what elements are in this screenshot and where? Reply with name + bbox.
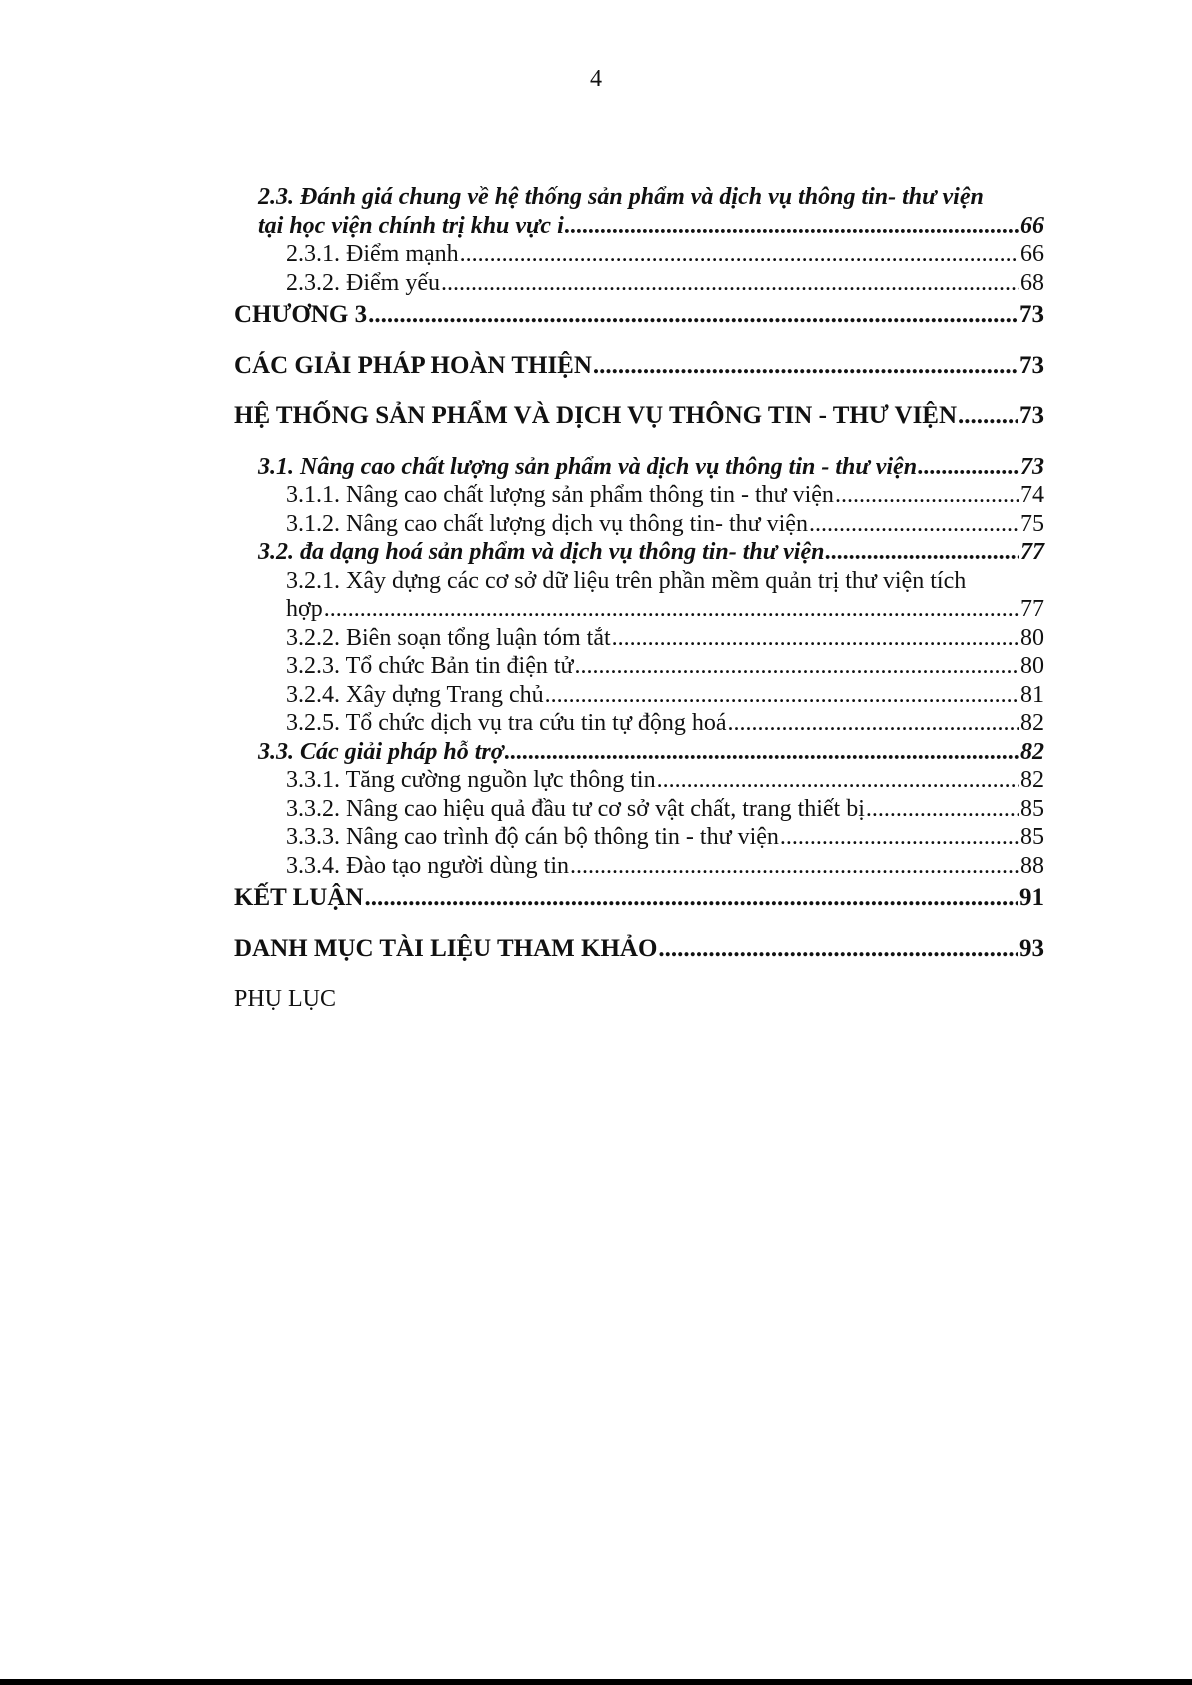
toc-section-3-2-3[interactable]: [234, 652, 1044, 681]
toc-page-number: 66: [1020, 241, 1044, 267]
toc-label: CÁC GIẢI PHÁP HOÀN THIỆN: [234, 351, 592, 379]
toc-label: DANH MỤC TÀI LIỆU THAM KHẢO: [234, 934, 658, 962]
toc-label: 2.3.1. Điểm mạnh: [286, 241, 459, 267]
toc-label: 3.3.1. Tăng cường nguồn lực thông tin: [286, 767, 656, 793]
toc-page-number: 85: [1020, 795, 1044, 822]
toc-leader-dots: [780, 823, 1019, 852]
toc-section-3-3[interactable]: [234, 738, 1044, 767]
toc-page-number: 73: [1020, 453, 1044, 480]
toc-page-number: 73: [1019, 402, 1044, 429]
toc-label: 3.3.4. Đào tạo người dùng tin: [286, 852, 570, 879]
toc-leader-dots: [657, 766, 1019, 795]
page-number: 4: [590, 66, 602, 92]
toc-leader-dots: [364, 884, 1018, 913]
toc-page-number: 66: [1020, 212, 1044, 239]
toc-label: tại học viện chính trị khu vực i: [258, 212, 564, 239]
toc-label: 3.3.3. Nâng cao trình độ cán bộ thông tin - thư viện: [286, 824, 779, 850]
toc-leader-dots: [368, 301, 1018, 330]
toc-label: 3.2. đa dạng hoá sản phẩm và dịch vụ thông tin- thư viện: [258, 539, 825, 565]
toc-leader-dots: [460, 240, 1019, 269]
toc-leader-dots: [612, 624, 1019, 653]
toc-page-number: 88: [1020, 852, 1044, 879]
toc-references[interactable]: [234, 935, 1044, 964]
toc-label: 3.3.2. Nâng cao hiệu quả đầu tư cơ sở vật chất, trang thiết bị: [286, 795, 865, 822]
toc-leader-dots: [835, 481, 1019, 510]
toc-section-3-2-4[interactable]: [234, 681, 1044, 710]
toc-section-3-1-1[interactable]: [234, 481, 1044, 510]
toc-leader-dots: [505, 738, 1019, 767]
toc-label: 3.2.5. Tổ chức dịch vụ tra cứu tin tự động hoá: [286, 710, 727, 736]
toc-page-number: 75: [1020, 510, 1044, 537]
toc-chapter-3-title-2[interactable]: [234, 402, 1044, 431]
toc-leader-dots: [809, 510, 1019, 539]
toc-page-number: 73: [1019, 301, 1044, 328]
toc-section-2-3-line1: 2.3. Đánh giá chung về hệ thống sản phẩm và dịch vụ thông tin- thư viện: [258, 184, 984, 210]
toc-conclusion[interactable]: [234, 884, 1044, 913]
toc-page-number: 93: [1019, 934, 1044, 962]
toc-page-number: 82: [1020, 767, 1044, 793]
toc-section-2-3-2[interactable]: [234, 269, 1044, 298]
toc-section-3-2-1-line1: 3.2.1. Xây dựng các cơ sở dữ liệu trên phần mềm quản trị thư viện tích: [286, 567, 967, 594]
toc-section-3-3-4[interactable]: [234, 852, 1044, 881]
toc-section-3-3-1[interactable]: [234, 766, 1044, 795]
toc-page-number: 85: [1020, 824, 1044, 850]
toc-page-number: 80: [1020, 624, 1044, 651]
toc-chapter-3-title-1[interactable]: [234, 352, 1044, 381]
toc-label: KẾT LUẬN: [234, 884, 364, 911]
toc-section-2-3-1[interactable]: [234, 240, 1044, 269]
toc-leader-dots: [918, 453, 1019, 482]
toc-appendix[interactable]: PHỤ LỤC: [234, 986, 337, 1012]
toc-chapter-3[interactable]: [234, 301, 1044, 330]
toc-page-number: 74: [1020, 482, 1044, 508]
toc-label: 3.1.2. Nâng cao chất lượng dịch vụ thông tin- thư viện: [286, 510, 808, 537]
toc-page-number: 81: [1020, 681, 1044, 708]
toc-leader-dots: [324, 595, 1019, 624]
toc-label: 2.3.2. Điểm yếu: [286, 269, 440, 296]
toc-page-number: 82: [1020, 738, 1044, 765]
toc-label: hợp: [286, 596, 323, 622]
toc-label: 3.3. Các giải pháp hỗ trợ: [258, 738, 504, 765]
toc-leader-dots: [658, 935, 1018, 964]
toc-leader-dots: [570, 852, 1019, 881]
toc-section-3-2-1[interactable]: [234, 595, 1044, 624]
toc-leader-dots: [728, 709, 1020, 738]
toc-page-number: 73: [1019, 351, 1044, 379]
toc-leader-dots: [866, 795, 1019, 824]
toc-label: HỆ THỐNG SẢN PHẨM VÀ DỊCH VỤ THÔNG TIN - THƯ VIỆN: [234, 402, 958, 429]
toc-leader-dots: [593, 352, 1018, 381]
toc-label: 3.2.4. Xây dựng Trang chủ: [286, 681, 544, 708]
toc-page-number: 77: [1020, 596, 1044, 622]
toc-page-number: 80: [1020, 653, 1044, 679]
table-of-contents: [234, 183, 1044, 1014]
toc-leader-dots: [441, 269, 1019, 298]
toc-leader-dots: [545, 681, 1019, 710]
toc-page-number: 77: [1020, 539, 1044, 565]
toc-leader-dots: [958, 402, 1018, 431]
toc-leader-dots: [565, 212, 1019, 241]
toc-label: 3.2.2. Biên soạn tổng luận tóm tắt: [286, 624, 611, 651]
toc-section-3-2[interactable]: [234, 538, 1044, 567]
toc-page-number: 68: [1020, 269, 1044, 296]
toc-section-2-3[interactable]: [234, 212, 1044, 241]
toc-label: 3.1. Nâng cao chất lượng sản phẩm và dịch vụ thông tin - thư viện: [258, 453, 918, 480]
page-bottom-border: [0, 1679, 1192, 1685]
toc-label: 3.2.3. Tổ chức Bản tin điện tử: [286, 653, 574, 679]
toc-section-3-2-2[interactable]: [234, 624, 1044, 653]
toc-page-number: 91: [1019, 884, 1044, 911]
toc-leader-dots: [575, 652, 1019, 681]
toc-section-3-3-3[interactable]: [234, 823, 1044, 852]
toc-leader-dots: [825, 538, 1019, 567]
toc-label: 3.1.1. Nâng cao chất lượng sản phẩm thông tin - thư viện: [286, 482, 834, 508]
toc-section-3-1-2[interactable]: [234, 510, 1044, 539]
toc-section-3-2-5[interactable]: [234, 709, 1044, 738]
toc-label: CHƯƠNG 3: [234, 301, 368, 328]
toc-page-number: 82: [1020, 710, 1044, 736]
toc-section-3-3-2[interactable]: [234, 795, 1044, 824]
toc-section-3-1[interactable]: [234, 453, 1044, 482]
